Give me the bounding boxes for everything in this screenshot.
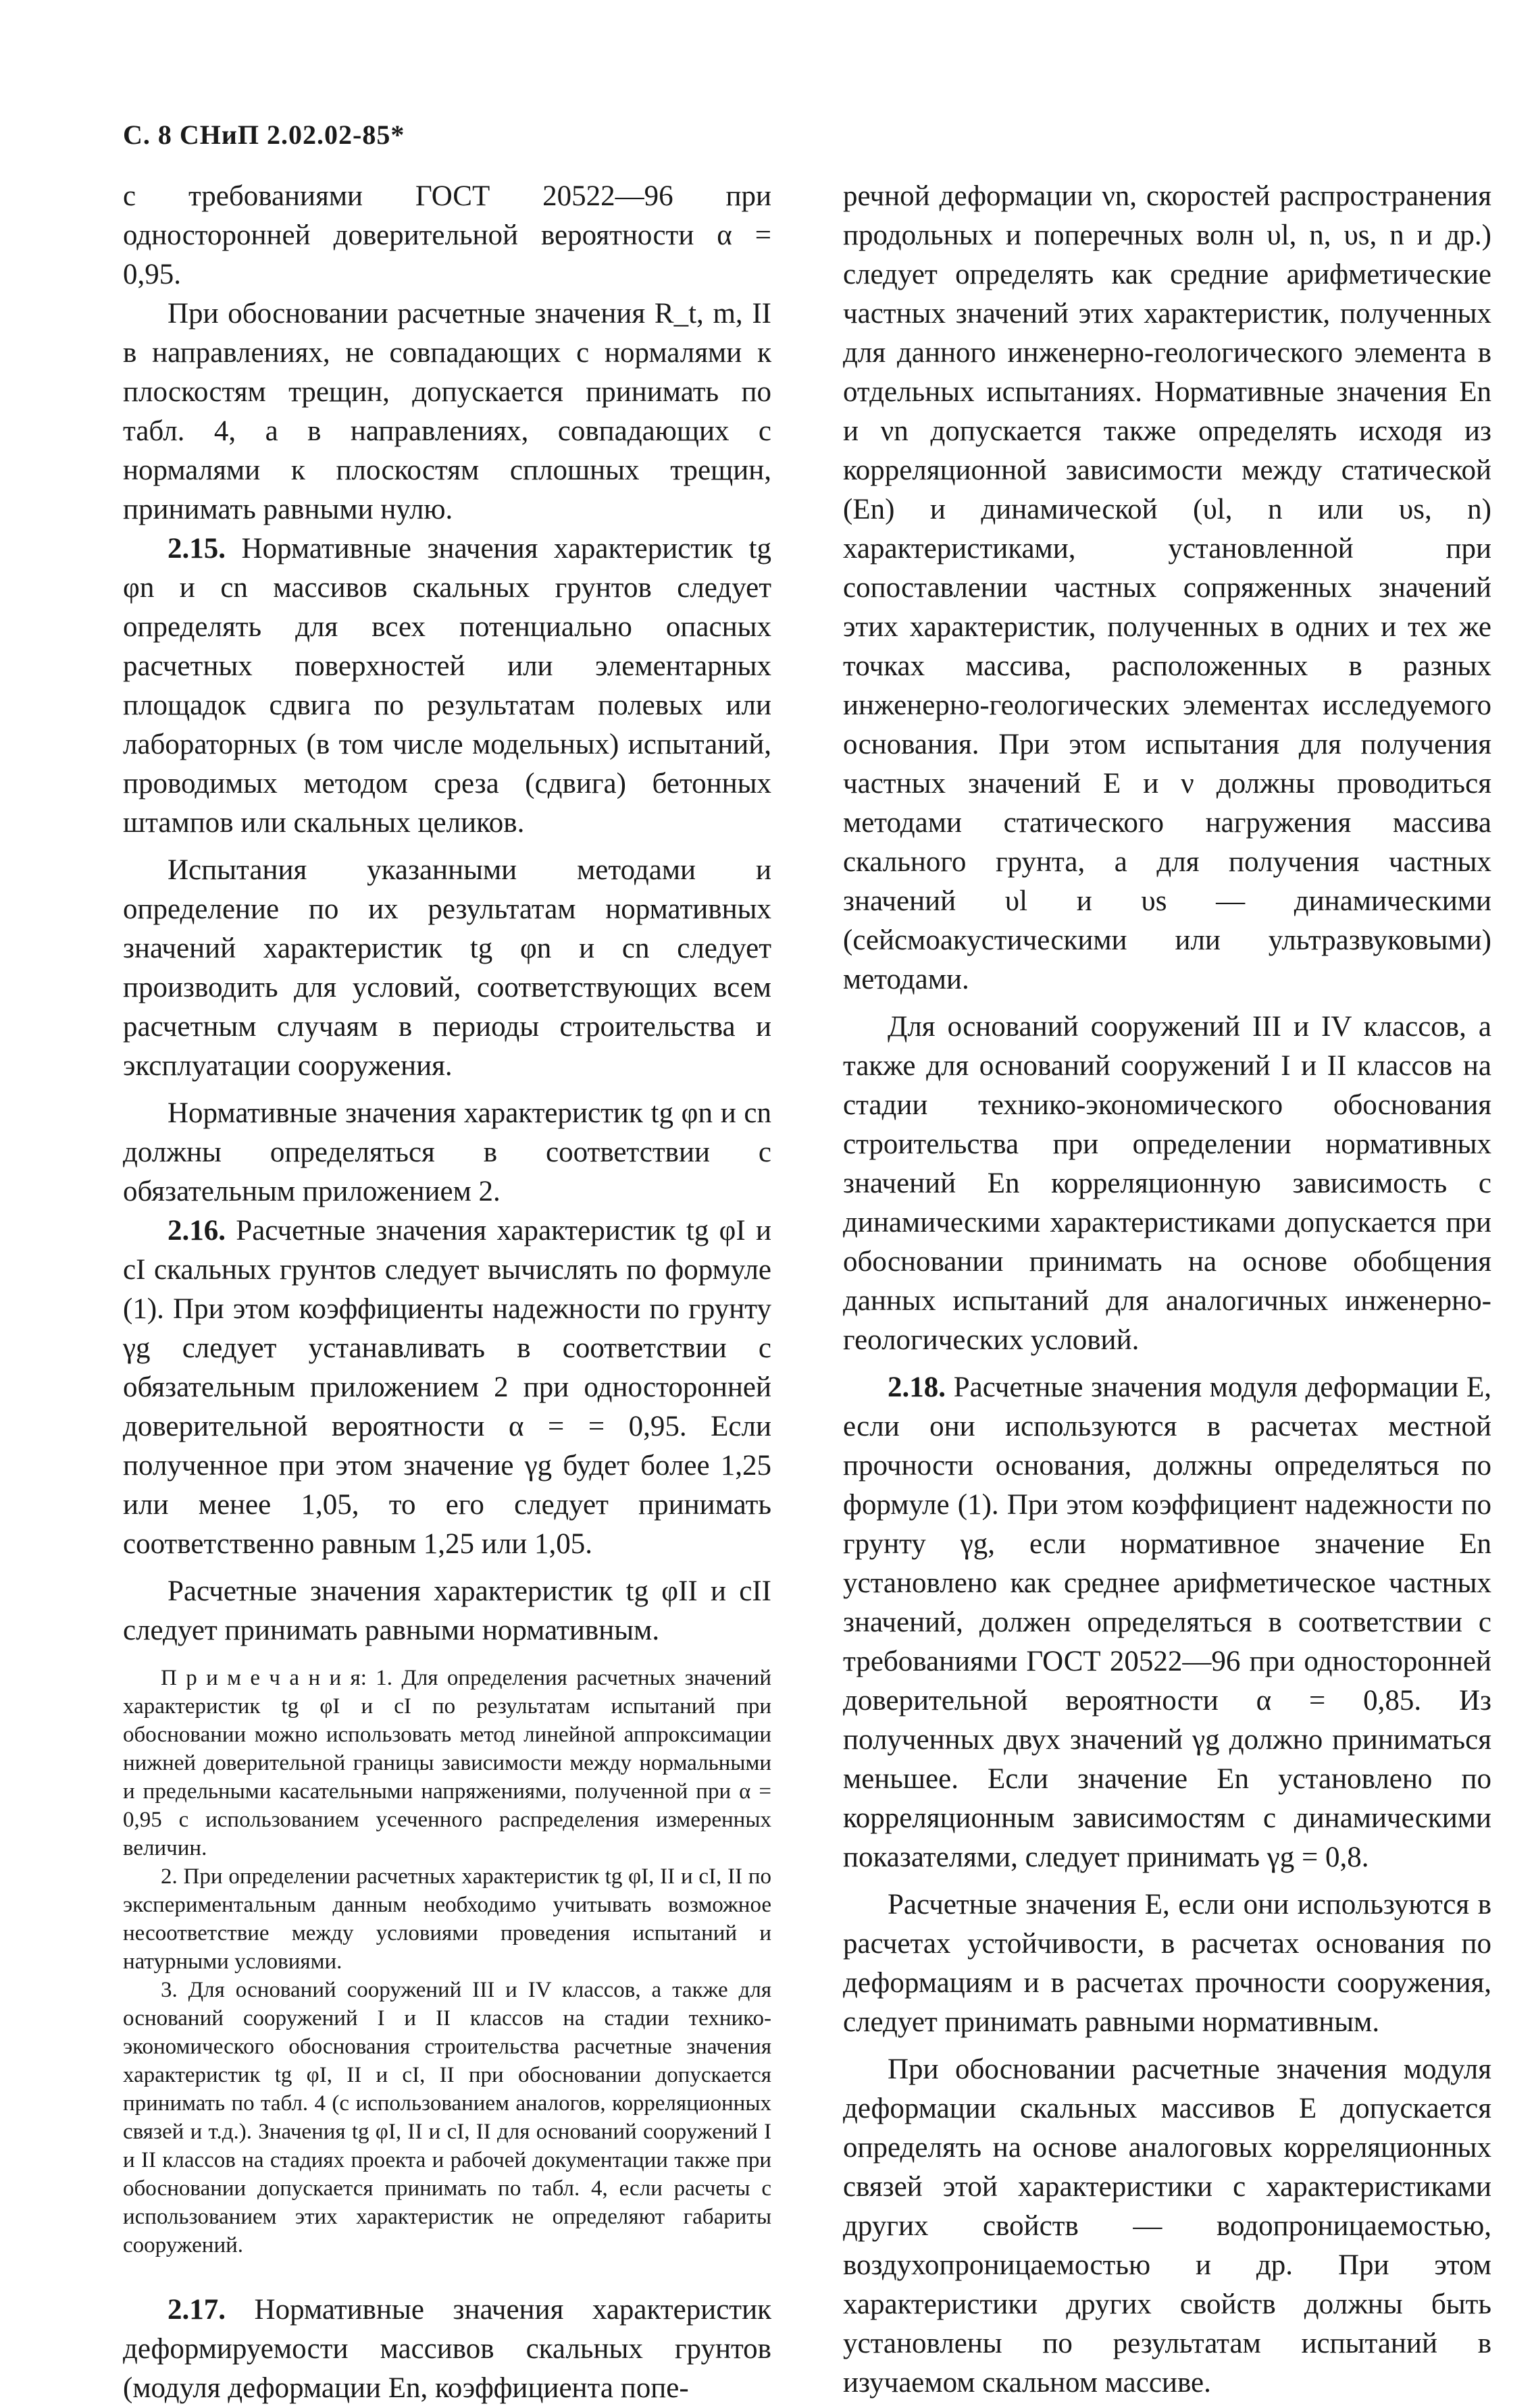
notes-block [123, 1664, 771, 2259]
note-3: 3. Для оснований сооружений III и IV классов, а также для оснований сооружений I и II классов на стадии технико-экономического обоснования строительства расчетные значения характеристик tg φI, II и cI, II при обосновании допускается принимать по табл. 4 (с использованием аналогов, корреляционных связей и т.д.). Значения tg φI, II и cI, II для оснований сооружений I и II классов на стадиях проекта и рабочей документации также при обосновании допускается принимать по табл. 4, если расчеты с использованием этих характеристик не определяют габариты сооружений. [123, 1978, 771, 2257]
section-number: 2.17. [168, 2294, 226, 2326]
paragraph: с требованиями ГОСТ 20522—96 при односторонней доверительной вероятности α = 0,95. [123, 180, 771, 290]
section-2-15 [123, 529, 771, 843]
page-header: С. 8 СНиП 2.02.02-85* [123, 120, 405, 150]
section-number: 2.16. [168, 1215, 226, 1247]
paragraph: Расчетные значения характеристик tg φII и cII следует принимать равными нормативным. [123, 1575, 771, 1646]
paragraph-text: Нормативные значения характеристик деформируемости массивов скальных грунтов (модуля деформации En, коэффициента попе- [123, 2294, 771, 2404]
paragraph: При обосновании расчетные значения R_t, m, II в направлениях, не совпадающих с нормалями к плоскостям трещин, допускается принимать по табл. 4, а в направлениях, совпадающих с нормалями к плоскостям сплошных трещин, принимать равными нулю. [123, 298, 771, 525]
paragraph: Для оснований сооружений III и IV классов, а также для оснований сооружений I и II классов на стадии технико-экономического обоснования строительства при определении нормативных значений En корреляционную зависимость с динамическими характеристиками допускается при обосновании принимать на основе обобщения данных испытаний для аналогичных инженерно-геологических условий. [843, 1011, 1491, 1356]
section-2-17 [123, 2291, 771, 2408]
section-2-16 [123, 1211, 771, 1564]
note-2: 2. При определении расчетных характеристик tg φI, II и cI, II по экспериментальным данным необходимо учитывать возможное несоответствие между условиями проведения испытаний и натурными условиями. [123, 1864, 771, 1974]
section-number: 2.15. [168, 533, 226, 565]
left-column [123, 177, 771, 2408]
paragraph: речной деформации νn, скоростей распространения продольных и поперечных волн υl, n, υs, n и др.) следует определять как средние арифметические частных значений этих характеристик, полученных для данного инженерно-геологического элемента в отдельных испытаниях. Нормативные значения En и νn допускается также определять исходя из корреляционной зависимости между статической (En) и динамической (υl, n или υs, n) характеристиками, установленной при сопоставлении частных сопряженных значений этих характеристик, полученных в одних и тех же точках массива, расположенных в разных инженерно-геологических элементах исследуемого основания. При этом испытания для получения частных значений E и ν должны проводиться методами статического нагружения массива скального грунта, а для получения частных значений υl и υs — динамическими (сейсмоакустическими или ультразвуковыми) методами. [843, 180, 1492, 995]
section-number: 2.18. [888, 1371, 946, 1403]
paragraph: Испытания указанными методами и определение по их результатам нормативных значений характеристик tg φn и cn следует производить для условий, соответствующих всем расчетным случаям в периоды строительства и эксплуатации сооружения. [123, 854, 771, 1082]
note-1: П р и м е ч а н и я: 1. Для определения расчетных значений характеристик tg φI и cI по результатам испытаний при обосновании можно использовать метод линейной аппроксимации нижней доверительной границы зависимости между нормальными и предельными касательными напряжениями, полученной при α = 0,95 с использованием усеченного распределения измеренных величин. [123, 1666, 771, 1860]
paragraph-text: Нормативные значения характеристик tg φn и cn массивов скальных грунтов следует определять для всех потенциально опасных расчетных поверхностей или элементарных площадок сдвига по результатам полевых или лабораторных (в том числе модельных) испытаний, проводимых методом среза (сдвига) бетонных штампов или скальных целиков. [123, 533, 771, 839]
paragraph-text: Расчетные значения характеристик tg φI и cI скальных грунтов следует вычислять по формуле (1). При этом коэффициенты надежности по грунту γg следует устанавливать в соответствии с обязательным приложением 2 при односторонней доверительной вероятности α = = 0,95. Если полученное при этом значение γg будет более 1,25 или менее 1,05, то его следует принимать соответственно равным 1,25 или 1,05. [123, 1215, 771, 1560]
right-column [843, 177, 1491, 2403]
paragraph: При обосновании расчетные значения модуля деформации скальных массивов E допускается определять на основе аналоговых корреляционных связей этой характеристики с характеристиками других свойств — водопроницаемостью, воздухопроницаемостью и др. При этом характеристики других свойств должны быть установлены по результатам испытаний в изучаемом скальном массиве. [843, 2053, 1491, 2399]
paragraph: Расчетные значения E, если они используются в расчетах устойчивости, в расчетах основания по деформациям и в расчетах прочности сооружения, следует принимать равными нормативным. [843, 1889, 1491, 2038]
paragraph: Нормативные значения характеристик tg φn и cn должны определяться в соответствии с обязательным приложением 2. [123, 1097, 771, 1207]
section-2-18 [843, 1368, 1491, 1877]
paragraph-text: Расчетные значения модуля деформации E, если они используются в расчетах местной прочности основания, должны определяться по формуле (1). При этом коэффициент надежности по грунту γg, если нормативное значение En установлено как среднее арифметическое частных значений, должен определяться в соответствии с требованиями ГОСТ 20522—96 при односторонней доверительной вероятности α = 0,85. Из полученных двух значений γg должно приниматься меньшее. Если значение En установлено по корреляционным зависимостям с динамическими показателями, следует принимать γg = 0,8. [843, 1371, 1491, 1873]
